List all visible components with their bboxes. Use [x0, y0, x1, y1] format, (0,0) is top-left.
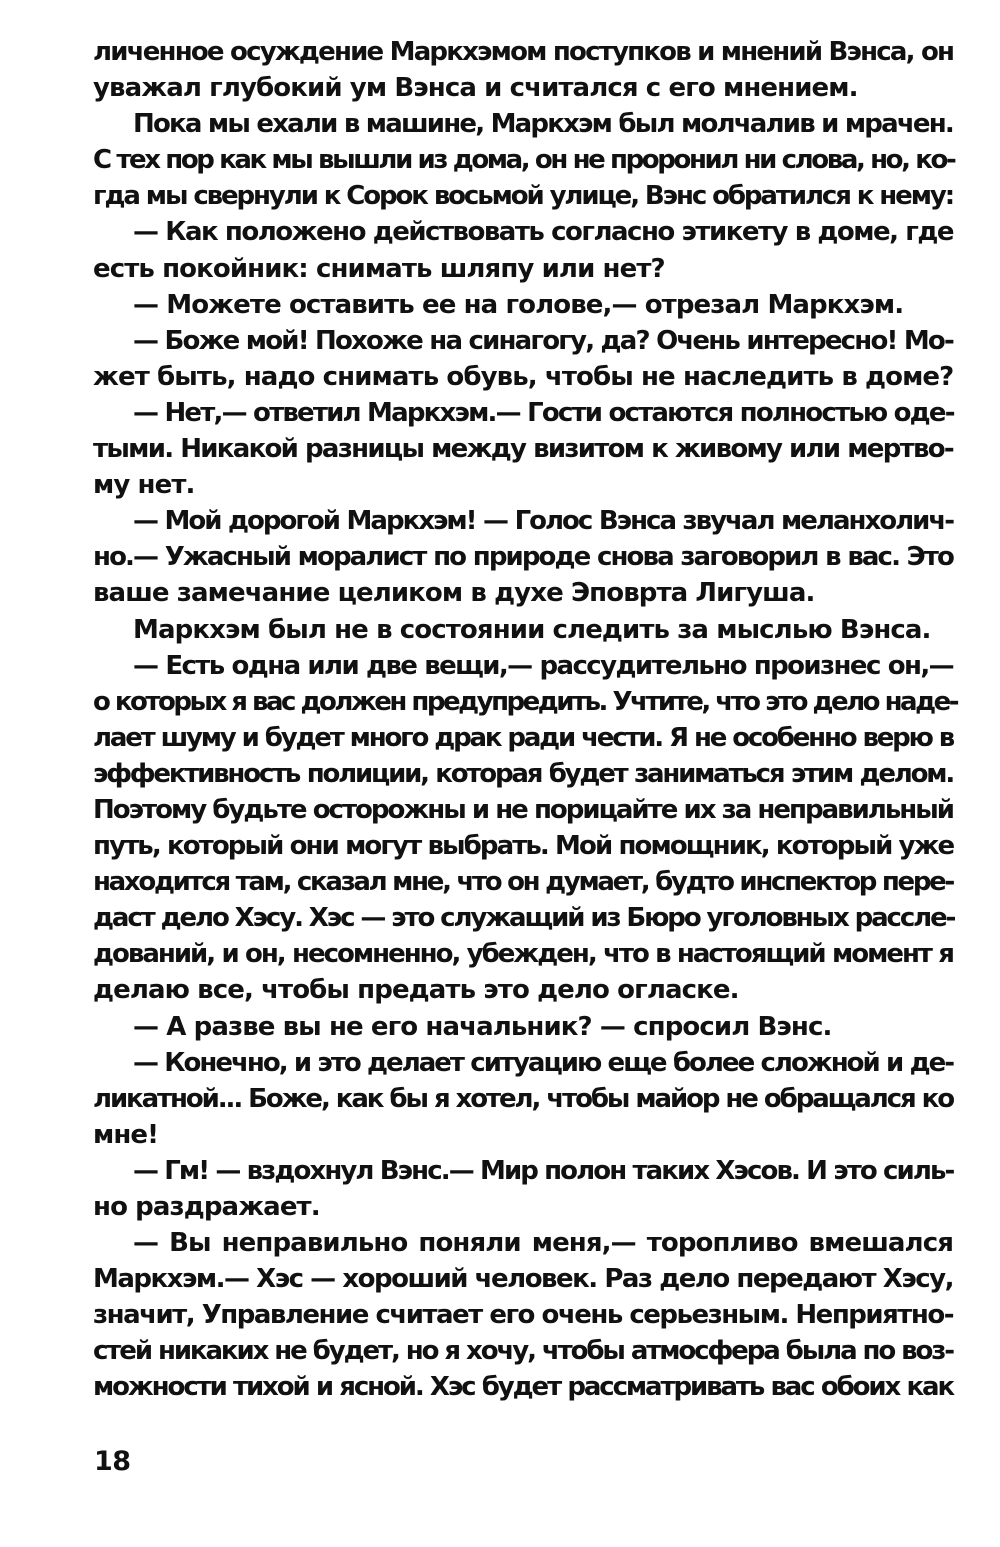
text-line: делаю все, чтобы предать это дело огласке. [93, 975, 739, 1006]
page-number: 18 [94, 1446, 131, 1477]
text-line: стей никаких не будет, но я хочу, чтобы атмосфера была по воз- [93, 1336, 953, 1367]
text-line: ваше замечание целиком в духе Эповрта Лигуша. [93, 578, 815, 609]
text-line: — Гм! — вздохнул Вэнс.— Мир полон таких Хэсов. И это силь- [133, 1155, 954, 1186]
text-line: Маркхэм был не в состоянии следить за мыслью Вэнса. [133, 614, 931, 645]
text-line: лает шуму и будет много драк ради чести. Я не особенно верю в [93, 722, 953, 753]
text-line: — Нет,— ответил Маркхэм.— Гости остаются полностью оде- [133, 397, 954, 428]
text-line: уважал глубокий ум Вэнса и считался с его мнением. [93, 73, 858, 104]
text-line: есть покойник: снимать шляпу или нет? [93, 253, 665, 284]
text-line: — А разве вы не его начальник? — спросил Вэнс. [133, 1011, 832, 1042]
text-line: мне! [93, 1119, 159, 1150]
text-line: Маркхэм.— Хэс — хороший человек. Раз дело передают Хэсу, [93, 1264, 953, 1295]
text-line: му нет. [93, 470, 195, 501]
text-line: — Мой дорогой Маркхэм! — Голос Вэнса звучал меланхолич- [133, 506, 953, 537]
text-line: дований, и он, несомненно, убежден, что в настоящий момент я [93, 939, 953, 970]
text-line: о которых я вас должен предупредить. Учтите, что это дело наде- [93, 686, 958, 717]
text-line: Поэтому будьте осторожны и не порицайте их за неправильный [93, 794, 953, 825]
text-line: личенное осуждение Маркхэмом поступков и мнений Вэнса, он [93, 37, 954, 67]
text-line: — Вы неправильно поняли меня,— торопливо вмешался [133, 1228, 953, 1259]
text-line: можности тихой и ясной. Хэс будет рассматривать вас обоих как [93, 1372, 953, 1403]
text-line: гда мы свернули к Сорок восьмой улице, Вэнс обратился к нему: [93, 181, 953, 212]
text-line: — Конечно, и это делает ситуацию еще более сложной и де- [133, 1047, 953, 1078]
text-line: — Можете оставить ее на голове,— отрезал Маркхэм. [133, 289, 904, 320]
text-line: находится там, сказал мне, что он думает, будто инспектор пере- [93, 867, 953, 898]
text-line: жет быть, надо снимать обувь, чтобы не наследить в доме? [93, 361, 954, 392]
text-line: даст дело Хэсу. Хэс — это служащий из Бюро уголовных рассле- [93, 903, 955, 934]
text-line: — Есть одна или две вещи,— рассудительно произнес он,— [133, 650, 953, 681]
text-line: С тех пор как мы вышли из дома, он не проронил ни слова, но, ко- [93, 145, 955, 176]
text-line: путь, который они могут выбрать. Мой помощник, который уже [93, 831, 954, 862]
text-line: ликатной... Боже, как бы я хотел, чтобы майор не обращался ко [93, 1083, 953, 1114]
text-line: Пока мы ехали в машине, Маркхэм был молчалив и мрачен. [133, 109, 953, 140]
text-line: — Боже мой! Похоже на синагогу, да? Очень интересно! Мо- [133, 325, 953, 356]
text-line: но раздражает. [93, 1192, 320, 1222]
text-line: — Как положено действовать согласно этикету в доме, где [133, 217, 953, 248]
text-line: но.— Ужасный моралист по природе снова заговорил в вас. Это [93, 542, 953, 573]
text-line: тыми. Никакой разницы между визитом к живому или мертво- [93, 434, 953, 465]
page-body-text [93, 34, 958, 1406]
text-line: эффективность полиции, которая будет заниматься этим делом. [93, 758, 953, 789]
text-line: значит, Управление считает его очень серьезным. Неприятно- [93, 1300, 953, 1331]
